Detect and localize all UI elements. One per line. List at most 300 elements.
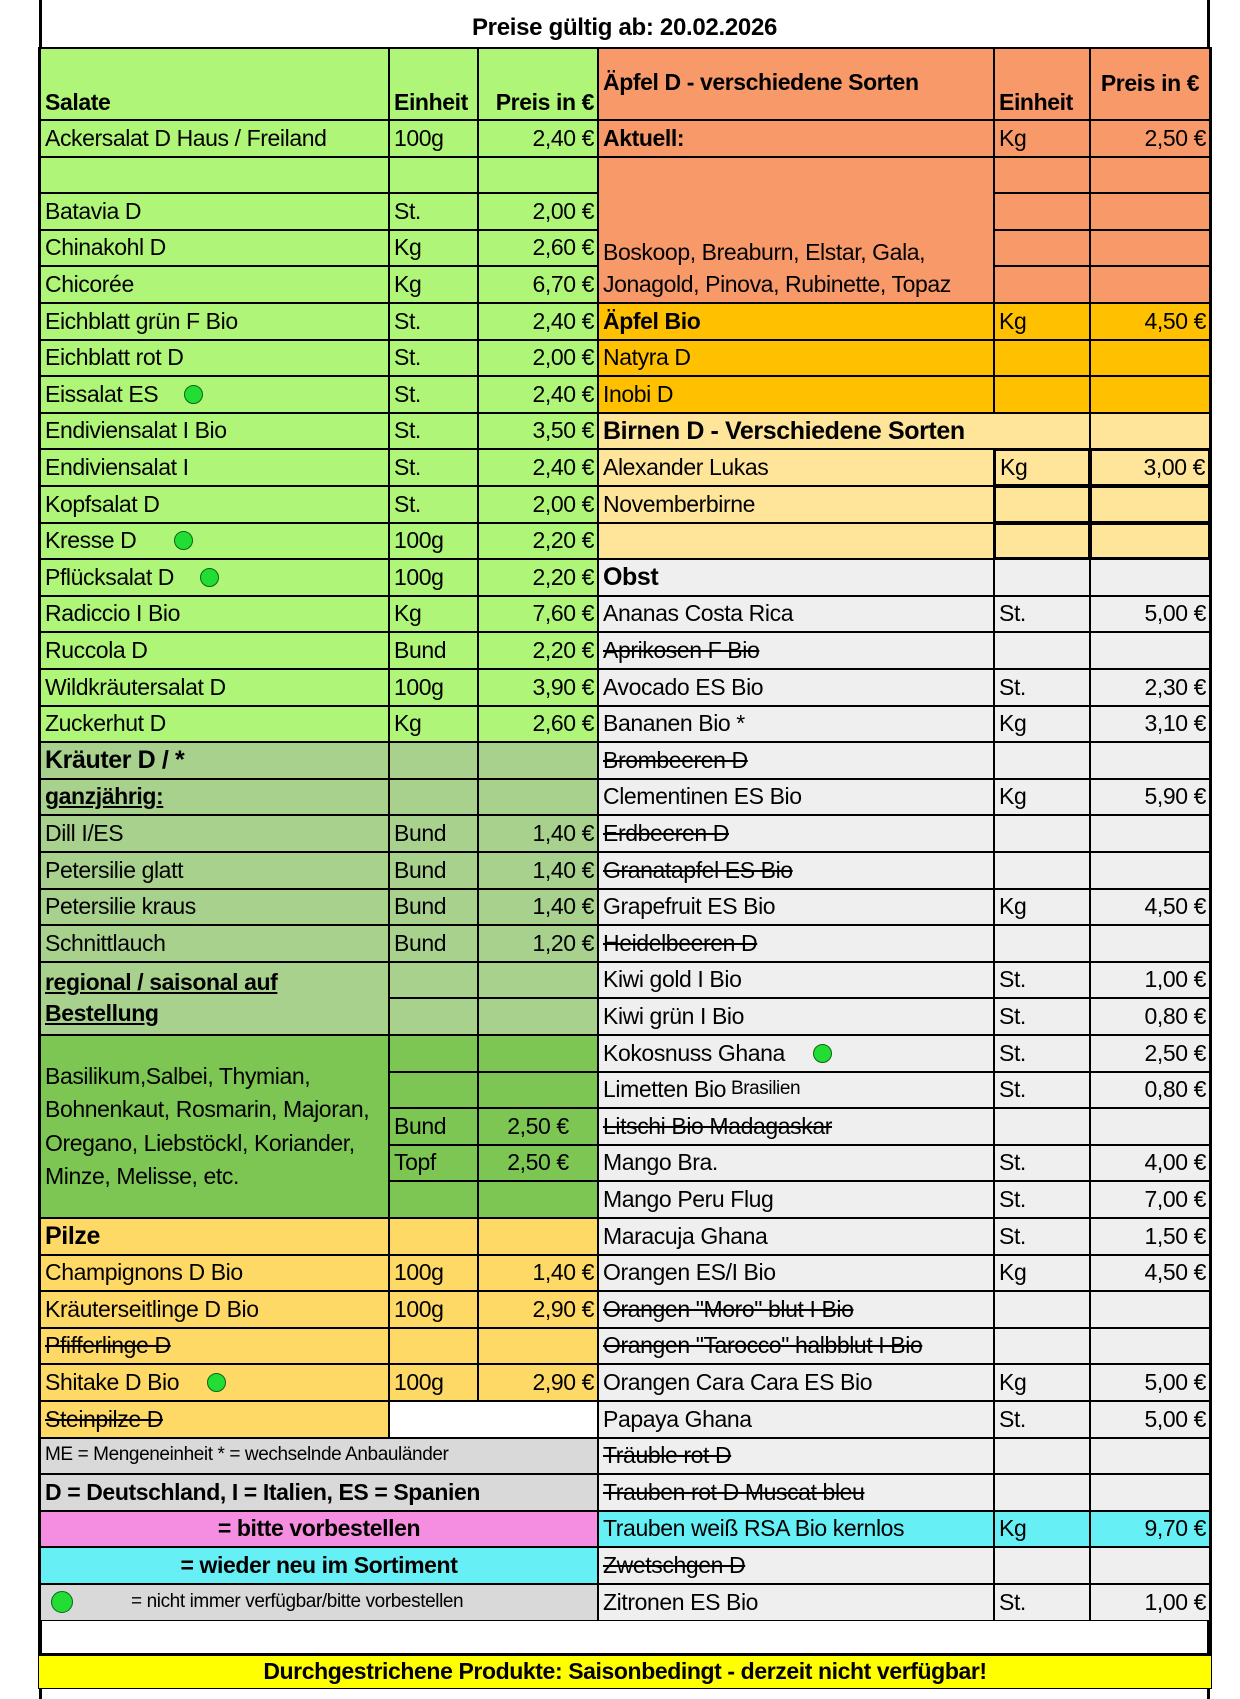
header-aepfel-text: Äpfel D - verschiedene Sorten <box>603 68 919 95</box>
obst-unit-text: Kg <box>999 1259 1027 1286</box>
salat-unit-text: 100g <box>394 563 444 590</box>
salat-price <box>478 120 598 157</box>
obst-unit <box>994 1474 1090 1511</box>
regional-label <box>40 962 389 1035</box>
kraeuter-subheader <box>40 779 389 816</box>
obst-name-text: Brombeeren D <box>603 746 748 773</box>
salat-unit-text: Kg <box>394 234 422 261</box>
obst-price <box>1090 706 1210 743</box>
aepfel-bio-unit <box>994 340 1090 377</box>
obst-price <box>1090 1547 1210 1584</box>
table-cell <box>478 1072 598 1109</box>
salat-unit-text: Bund <box>394 636 447 663</box>
kraut-unit-text: Bund <box>394 856 447 883</box>
salat-name <box>40 632 389 669</box>
obst-name <box>598 779 994 816</box>
table-cell <box>389 962 478 999</box>
obst-unit <box>994 998 1090 1035</box>
header-price-left-text: Preis in € <box>495 89 594 116</box>
salat-name <box>40 669 389 706</box>
salat-name <box>40 559 389 596</box>
kraut-unit-text: Bund <box>394 819 447 846</box>
salat-price <box>478 230 598 267</box>
salat-name-text: Radiccio I Bio <box>45 600 181 627</box>
obst-name <box>598 1364 994 1401</box>
obst-unit <box>994 1438 1090 1475</box>
table-cell <box>389 742 478 779</box>
salat-price <box>478 449 598 486</box>
salat-unit-text: 100g <box>394 673 444 700</box>
obst-name-text: Mango Peru Flug <box>603 1185 774 1212</box>
obst-name <box>598 1035 994 1072</box>
salat-price-text: 2,00 € <box>532 344 594 371</box>
obst-unit <box>994 1145 1090 1182</box>
legend-new-text: = wieder neu im Sortiment <box>180 1551 458 1578</box>
obst-name-text: Grapefruit ES Bio <box>603 893 776 920</box>
header-price-right-text: Preis in € <box>1100 69 1200 96</box>
salat-price-text: 7,60 € <box>532 600 594 627</box>
obst-unit <box>994 889 1090 926</box>
salat-name-text: Eichblatt rot D <box>45 344 184 371</box>
kraut-unit-text: Bund <box>394 929 447 956</box>
table-cell <box>389 998 478 1035</box>
salat-name-text: Batavia D <box>45 197 142 224</box>
obst-price <box>1090 1072 1210 1109</box>
salat-unit-text: St. <box>394 344 421 371</box>
obst-unit <box>994 1108 1090 1145</box>
salat-price-text: 2,00 € <box>532 490 594 517</box>
obst-name-text: Litschi Bio Madagaskar <box>603 1112 832 1139</box>
obst-price-text: 3,10 € <box>1144 710 1206 737</box>
aepfel-aktuell-unit-text: Kg <box>999 124 1027 151</box>
obst-unit-text: Kg <box>999 893 1027 920</box>
pilz-unit <box>389 1255 478 1292</box>
salat-price <box>478 340 598 377</box>
aepfel-aktuell-price <box>1090 120 1210 157</box>
availability-dot-icon <box>207 1373 226 1392</box>
obst-name-text: Orangen "Moro" blut I Bio <box>603 1295 854 1322</box>
salat-unit <box>389 266 478 303</box>
obst-name <box>598 1145 994 1182</box>
kraut-price-text: 1,40 € <box>532 856 594 883</box>
table-cell <box>478 1218 598 1255</box>
pilz-name-text: Steinpilze D <box>45 1405 163 1432</box>
salat-unit <box>389 303 478 340</box>
table-cell <box>1090 193 1210 230</box>
obst-price <box>1090 1145 1210 1182</box>
salat-unit <box>389 413 478 450</box>
obst-name-text: Maracuja Ghana <box>603 1222 768 1249</box>
legend-line-1-text: ME = Mengeneinheit * = wechselnde Anbauländer <box>45 1444 449 1466</box>
salat-name-text: Endiviensalat I <box>45 453 189 480</box>
salat-name <box>40 376 389 413</box>
pilz-price-text: 2,90 € <box>532 1295 594 1322</box>
table-cell <box>478 962 598 999</box>
obst-name-text: Trauben weiß RSA Bio kernlos <box>603 1515 905 1542</box>
obst-price <box>1090 632 1210 669</box>
salat-price <box>478 193 598 230</box>
obst-price-text: 2,50 € <box>1144 1039 1206 1066</box>
obst-name <box>598 1328 994 1365</box>
kraut-name-text: Schnittlauch <box>45 929 166 956</box>
salat-unit-text: St. <box>394 380 421 407</box>
aepfel-bio-unit <box>994 376 1090 413</box>
salat-unit <box>389 486 478 523</box>
salat-price-text: 3,50 € <box>532 417 594 444</box>
regional-unit <box>389 1145 478 1182</box>
availability-dot-icon <box>184 385 203 404</box>
regional-unit-text: Topf <box>394 1149 436 1176</box>
table-cell <box>478 1181 598 1218</box>
pilz-unit-text: 100g <box>394 1295 444 1322</box>
table-cell <box>1090 413 1210 450</box>
salat-name <box>40 706 389 743</box>
salat-name <box>40 523 389 560</box>
obst-price <box>1090 815 1210 852</box>
kraut-price-text: 1,20 € <box>532 929 594 956</box>
obst-unit <box>994 632 1090 669</box>
pilz-unit <box>389 1364 478 1401</box>
pilz-name-text: Shitake D Bio <box>45 1368 180 1395</box>
kraut-name <box>40 852 389 889</box>
obst-name <box>598 1547 994 1584</box>
birne-price <box>1090 523 1210 560</box>
obst-price-text: 1,00 € <box>1144 966 1206 993</box>
obst-price <box>1090 742 1210 779</box>
obst-price <box>1090 1511 1210 1548</box>
obst-price <box>1090 889 1210 926</box>
kraut-unit <box>389 852 478 889</box>
obst-name <box>598 1218 994 1255</box>
obst-price-text: 1,00 € <box>1144 1588 1206 1615</box>
page-title: Preise gültig ab: 20.02.2026 <box>471 14 778 41</box>
birne-name <box>598 449 994 486</box>
salat-unit <box>389 230 478 267</box>
availability-dot-icon <box>51 1591 73 1613</box>
aepfel-bio-unit <box>994 303 1090 340</box>
table-cell <box>1090 230 1210 267</box>
obst-unit <box>994 742 1090 779</box>
aepfel-bio-name <box>598 303 994 340</box>
obst-name <box>598 706 994 743</box>
obst-price-text: 4,50 € <box>1144 893 1206 920</box>
kraut-name <box>40 889 389 926</box>
obst-unit <box>994 962 1090 999</box>
obst-unit-text: St. <box>999 1405 1026 1432</box>
obst-name-text: Orangen "Tarocco" halbblut I Bio <box>603 1332 923 1359</box>
salat-price <box>478 669 598 706</box>
obst-unit-text: St. <box>999 966 1026 993</box>
obst-name <box>598 1584 994 1621</box>
salat-name-text: Kopfsalat D <box>45 490 160 517</box>
salat-unit-text: St. <box>394 417 421 444</box>
regional-unit-text: Bund <box>394 1112 447 1139</box>
kraut-price <box>478 889 598 926</box>
kraut-name <box>40 925 389 962</box>
pilze-header-text: Pilze <box>45 1222 100 1251</box>
salat-unit-text: 100g <box>394 124 444 151</box>
salat-price-text: 2,60 € <box>532 710 594 737</box>
salat-price-text: 2,40 € <box>532 307 594 334</box>
salat-name-text: Kresse D <box>45 527 137 554</box>
obst-unit-text: St. <box>999 673 1026 700</box>
legend-line-2-text: D = Deutschland, I = Italien, ES = Spanien <box>45 1478 481 1505</box>
obst-name <box>598 742 994 779</box>
header-aepfel <box>598 47 994 120</box>
salat-price <box>478 523 598 560</box>
pilz-name <box>40 1255 389 1292</box>
obst-name-text: Clementinen ES Bio <box>603 783 802 810</box>
obst-unit-text: St. <box>999 1076 1026 1103</box>
obst-unit <box>994 706 1090 743</box>
aepfel-bio-name-text: Natyra D <box>603 344 691 371</box>
obst-name <box>598 632 994 669</box>
table-cell <box>389 779 478 816</box>
obst-name-text: Avocado ES Bio <box>603 673 764 700</box>
obst-price <box>1090 852 1210 889</box>
salat-price <box>478 303 598 340</box>
aepfel-aktuell <box>598 120 994 157</box>
regional-price <box>478 1108 598 1145</box>
obst-unit <box>994 1364 1090 1401</box>
availability-dot-icon <box>174 531 193 550</box>
aepfel-aktuell-text: Aktuell: <box>603 124 685 151</box>
obst-unit <box>994 815 1090 852</box>
obst-name <box>598 815 994 852</box>
aepfel-bio-unit-text: Kg <box>999 307 1027 334</box>
legend-line-1 <box>40 1438 598 1475</box>
obst-price <box>1090 1364 1210 1401</box>
header-unit-right-text: Einheit <box>999 89 1073 116</box>
salat-unit <box>389 120 478 157</box>
aepfel-bio-name <box>598 376 994 413</box>
pilz-name-text: Champignons D Bio <box>45 1259 243 1286</box>
availability-dot-icon <box>200 568 219 587</box>
kraut-name-text: Petersilie kraus <box>45 893 196 920</box>
obst-name <box>598 1401 994 1438</box>
obst-unit-text: Kg <box>999 710 1027 737</box>
obst-unit-text: St. <box>999 1002 1026 1029</box>
salat-name <box>40 230 389 267</box>
pilz-unit-text: 100g <box>394 1259 444 1286</box>
obst-unit <box>994 1511 1090 1548</box>
obst-header-text: Obst <box>603 563 659 592</box>
pilz-name-text: Kräuterseitlinge D Bio <box>45 1295 259 1322</box>
obst-price <box>1090 925 1210 962</box>
salat-unit <box>389 596 478 633</box>
salat-name-text: Zuckerhut D <box>45 710 166 737</box>
salat-price-text: 6,70 € <box>532 270 594 297</box>
aepfel-bio-price <box>1090 340 1210 377</box>
obst-unit <box>994 1291 1090 1328</box>
salat-price-text: 2,20 € <box>532 527 594 554</box>
obst-name <box>598 1108 994 1145</box>
obst-unit <box>994 1218 1090 1255</box>
salat-unit <box>389 632 478 669</box>
legend-new <box>40 1547 598 1584</box>
table-cell <box>389 1181 478 1218</box>
salat-unit <box>389 523 478 560</box>
pilz-unit-text: 100g <box>394 1368 444 1395</box>
legend-line-2 <box>40 1474 598 1511</box>
kraeuter-header <box>40 742 389 779</box>
obst-name-text: Zitronen ES Bio <box>603 1588 759 1615</box>
pilz-price <box>478 1328 598 1365</box>
obst-name <box>598 889 994 926</box>
obst-price <box>1090 1181 1210 1218</box>
birnen-header-text: Birnen D - Verschiedene Sorten <box>603 417 965 446</box>
obst-price-text: 4,50 € <box>1144 1259 1206 1286</box>
obst-name <box>598 1181 994 1218</box>
obst-unit <box>994 1547 1090 1584</box>
salat-unit-text: St. <box>394 197 421 224</box>
salat-name-text: Endiviensalat I Bio <box>45 417 227 444</box>
regional-herb-list-text: Basilikum,Salbei, Thymian, Bohnenkaut, Rosmarin, Majoran, Oregano, Liebstöckl, Koriander, Minze, Melisse, etc. <box>45 1062 370 1189</box>
obst-price-text: 0,80 € <box>1144 1076 1206 1103</box>
obst-unit <box>994 1181 1090 1218</box>
salat-price-text: 2,60 € <box>532 234 594 261</box>
table-cell <box>994 266 1090 303</box>
availability-dot-icon <box>813 1044 832 1063</box>
birne-unit <box>994 523 1090 560</box>
header-unit-left-text: Einheit <box>394 89 468 116</box>
aepfel-sorten-text: Boskoop, Breaburn, Elstar, Gala, Jonagold, Pinova, Rubinette, Topaz <box>603 238 951 297</box>
salat-unit-text: Kg <box>394 600 422 627</box>
obst-name-text: Limetten Bio <box>603 1076 727 1103</box>
kraut-price <box>478 815 598 852</box>
salat-price-text: 2,40 € <box>532 453 594 480</box>
obst-name-text: Orangen ES/I Bio <box>603 1259 776 1286</box>
salat-price-text: 3,90 € <box>532 673 594 700</box>
obst-price-text: 2,30 € <box>1144 673 1206 700</box>
obst-unit <box>994 596 1090 633</box>
header-price-right <box>1090 47 1210 120</box>
obst-name-text: Kiwi gold I Bio <box>603 966 742 993</box>
obst-name-text: Granatapfel ES Bio <box>603 856 793 883</box>
salat-price <box>478 157 598 194</box>
obst-unit <box>994 1255 1090 1292</box>
table-cell <box>478 1035 598 1072</box>
birne-price <box>1090 486 1210 523</box>
kraut-price-text: 1,40 € <box>532 893 594 920</box>
table-cell <box>994 193 1090 230</box>
salat-name-text: Chicorée <box>45 270 134 297</box>
kraeuter-subheader-text: ganzjährig: <box>45 783 164 810</box>
pilz-price <box>478 1364 598 1401</box>
origin-note: Brasilien <box>726 1078 801 1100</box>
salat-unit-text: St. <box>394 307 421 334</box>
footer-note-text: Durchgestrichene Produkte: Saisonbedingt - derzeit nicht verfügbar! <box>263 1657 987 1684</box>
kraut-unit <box>389 925 478 962</box>
obst-name-text: Kiwi grün I Bio <box>603 1002 745 1029</box>
obst-unit-text: St. <box>999 1149 1026 1176</box>
salat-price <box>478 706 598 743</box>
kraut-unit <box>389 815 478 852</box>
salat-name <box>40 120 389 157</box>
aepfel-aktuell-unit <box>994 120 1090 157</box>
obst-name-text: Kokosnuss Ghana <box>603 1039 785 1066</box>
pilz-price <box>478 1255 598 1292</box>
obst-price <box>1090 1108 1210 1145</box>
salat-price <box>478 632 598 669</box>
obst-unit-text: Kg <box>999 783 1027 810</box>
obst-unit-text: St. <box>999 1222 1026 1249</box>
salat-name <box>40 486 389 523</box>
pilz-unit <box>389 1291 478 1328</box>
birne-name-text: Alexander Lukas <box>603 453 769 480</box>
pilz-price <box>478 1291 598 1328</box>
obst-name-text: Träuble rot D <box>603 1442 732 1469</box>
obst-price <box>1090 1401 1210 1438</box>
obst-price <box>1090 669 1210 706</box>
kraeuter-header-text: Kräuter D / * <box>45 746 185 775</box>
obst-name <box>598 669 994 706</box>
salat-unit-text: Kg <box>394 710 422 737</box>
table-cell <box>478 742 598 779</box>
birne-price-text: 3,00 € <box>1143 453 1205 480</box>
legend-dot-row <box>40 1584 598 1621</box>
legend-dot-text: = nicht immer verfügbar/bitte vorbestellen <box>131 1590 464 1612</box>
pilz-price-text: 2,90 € <box>532 1368 594 1395</box>
kraut-name-text: Dill I/ES <box>45 819 124 846</box>
salat-unit <box>389 559 478 596</box>
header-unit-left <box>389 47 478 120</box>
salat-name <box>40 340 389 377</box>
obst-unit <box>994 1328 1090 1365</box>
obst-price <box>1090 779 1210 816</box>
header-unit-right <box>994 47 1090 120</box>
obst-unit-text: St. <box>999 600 1026 627</box>
obst-name-text: Aprikosen F Bio <box>603 636 760 663</box>
obst-unit <box>994 1035 1090 1072</box>
regional-price-text: 2,50 € <box>507 1149 569 1176</box>
obst-price <box>1090 1035 1210 1072</box>
salat-unit <box>389 706 478 743</box>
obst-name-text: Ananas Costa Rica <box>603 600 794 627</box>
salat-price-text: 2,00 € <box>532 197 594 224</box>
obst-price <box>1090 1474 1210 1511</box>
salat-price-text: 2,20 € <box>532 563 594 590</box>
obst-name <box>598 998 994 1035</box>
obst-name <box>598 1511 994 1548</box>
salat-name <box>40 303 389 340</box>
obst-name-text: Bananen Bio * <box>603 710 745 737</box>
aepfel-bio-name <box>598 340 994 377</box>
obst-unit <box>994 1072 1090 1109</box>
table-cell <box>1090 559 1210 596</box>
obst-price <box>1090 962 1210 999</box>
obst-name <box>598 852 994 889</box>
obst-unit <box>994 925 1090 962</box>
salat-unit <box>389 340 478 377</box>
obst-price <box>1090 596 1210 633</box>
legend-preorder-text: = bitte vorbestellen <box>217 1515 421 1542</box>
salat-unit <box>389 376 478 413</box>
obst-price-text: 5,00 € <box>1144 1368 1206 1395</box>
aepfel-aktuell-price-text: 2,50 € <box>1144 124 1206 151</box>
salat-price <box>478 266 598 303</box>
obst-unit-text: St. <box>999 1185 1026 1212</box>
obst-price-text: 9,70 € <box>1144 1515 1206 1542</box>
table-cell <box>389 1401 598 1438</box>
salat-name <box>40 449 389 486</box>
salat-name <box>40 157 389 194</box>
kraut-name-text: Petersilie glatt <box>45 856 184 883</box>
table-cell <box>389 1035 478 1072</box>
salat-name <box>40 266 389 303</box>
obst-price-text: 5,00 € <box>1144 1405 1206 1432</box>
aepfel-bio-price-text: 4,50 € <box>1144 307 1206 334</box>
